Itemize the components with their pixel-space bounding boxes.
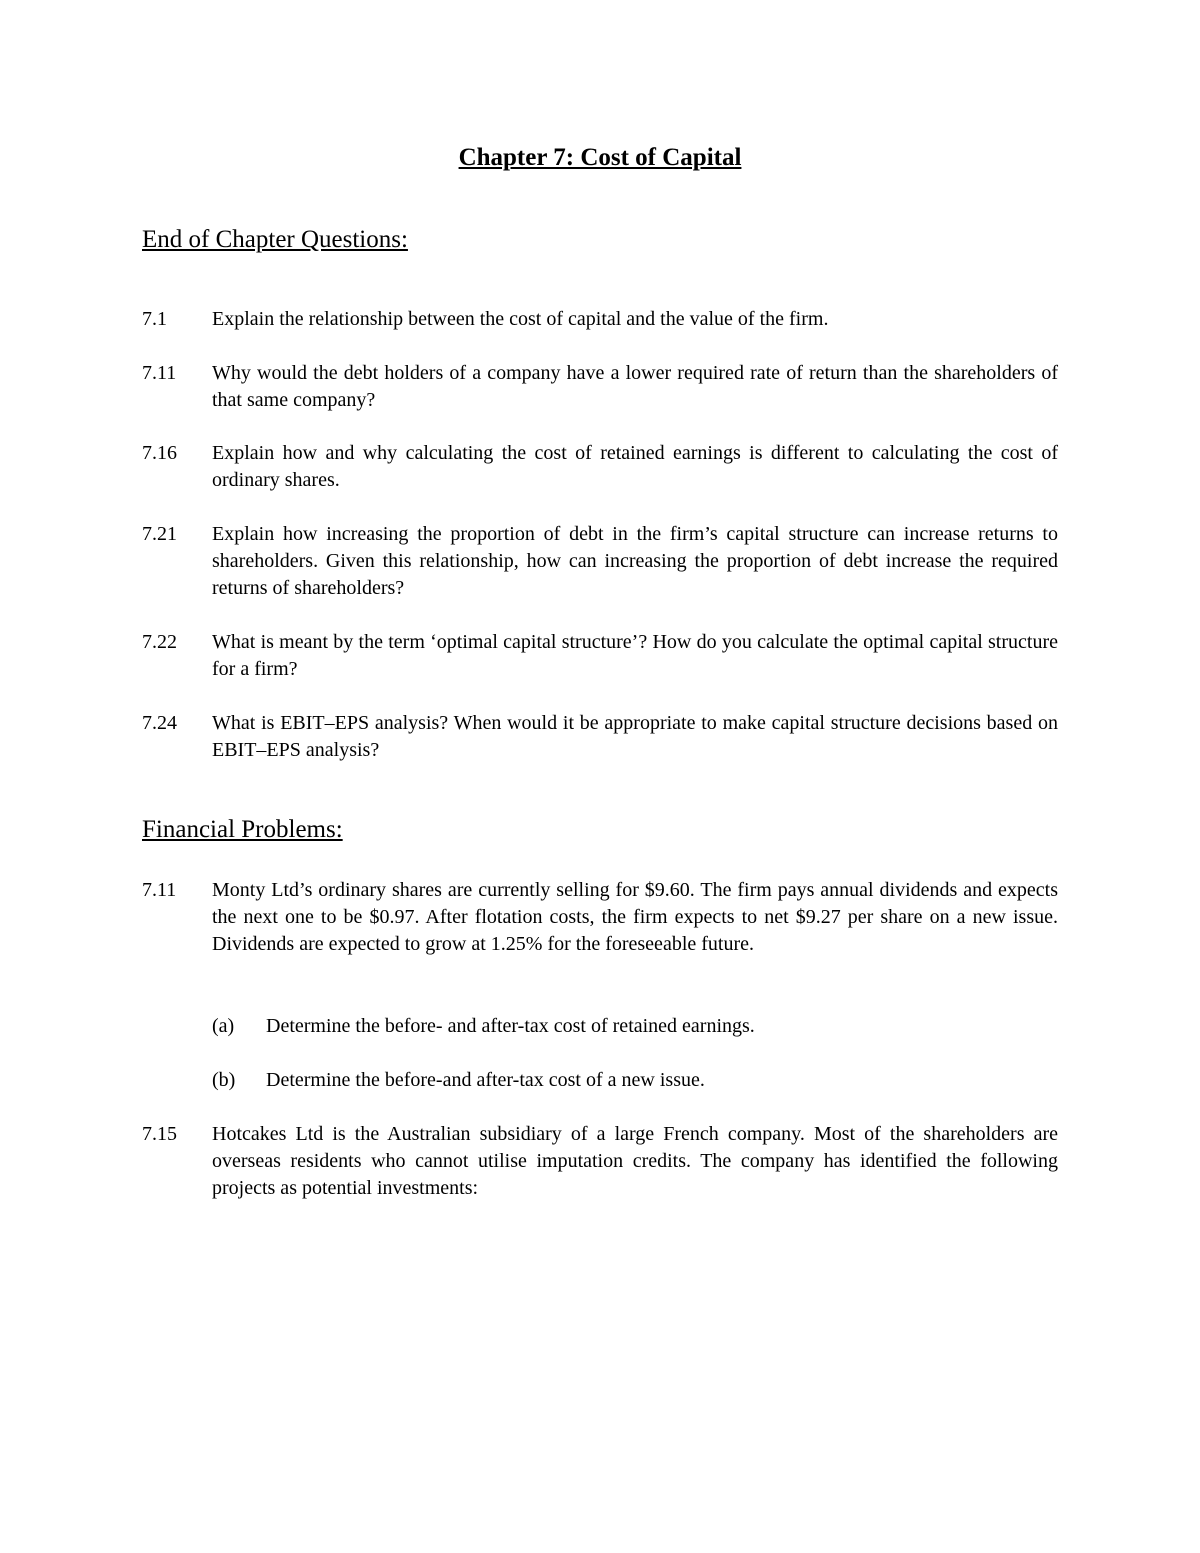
chapter-title-text: Chapter 7: Cost of Capital: [458, 144, 742, 171]
question-item: [142, 440, 1058, 494]
question-number: 7.21: [142, 523, 177, 545]
problem-item: [142, 877, 1058, 958]
question-number: 7.24: [142, 712, 177, 734]
question-text: What is EBIT–EPS analysis? When would it be appropriate to make capital structure decisions based on EBIT–EPS analysis?: [212, 712, 1058, 761]
question-text: What is meant by the term ‘optimal capital structure’? How do you calculate the optimal capital structure for a firm?: [212, 631, 1058, 680]
end-of-chapter-heading: End of Chapter Questions:: [142, 226, 408, 253]
question-item: [142, 360, 1058, 414]
question-number: 7.1: [142, 308, 167, 330]
question-number: 7.22: [142, 631, 177, 653]
problem-item: [142, 1121, 1058, 1202]
part-label: (b): [212, 1069, 236, 1091]
chapter-title: [0, 142, 1200, 174]
question-text: Explain how increasing the proportion of debt in the firm’s capital structure can increase returns to shareholders. Given this relationship, how can increasing the proportion of debt increase the required returns of shareholders?: [212, 523, 1058, 599]
question-text: Explain how and why calculating the cost of retained earnings is different to calculating the cost of ordinary shares.: [212, 442, 1058, 491]
question-text: Why would the debt holders of a company have a lower required rate of return than the shareholders of that same company?: [212, 362, 1058, 411]
question-text: Explain the relationship between the cost of capital and the value of the firm.: [212, 308, 829, 330]
problem-text: Hotcakes Ltd is the Australian subsidiary of a large French company. Most of the shareholders are overseas residents who cannot utilise imputation credits. The company has identified the following projects as potential investments:: [212, 1123, 1058, 1199]
question-item: [142, 710, 1058, 764]
part-label: (a): [212, 1015, 235, 1037]
part-text: Determine the before- and after-tax cost of retained earnings.: [266, 1015, 755, 1037]
problem-part: [212, 1013, 1058, 1040]
problem-part: [212, 1067, 1058, 1094]
question-item: [142, 521, 1058, 602]
question-item: [142, 629, 1058, 683]
problem-text: Monty Ltd’s ordinary shares are currently selling for $9.60. The firm pays annual dividends and expects the next one to be $0.97. After flotation costs, the firm expects to net $9.27 per share on a new issue. Dividends are expected to grow at 1.25% for the foreseeable future.: [212, 879, 1058, 955]
problem-number: 7.11: [142, 879, 177, 901]
question-number: 7.16: [142, 442, 177, 464]
question-item: [142, 306, 1058, 333]
financial-problems-heading: Financial Problems:: [142, 816, 343, 843]
problem-number: 7.15: [142, 1123, 177, 1145]
part-text: Determine the before-and after-tax cost of a new issue.: [266, 1069, 705, 1091]
question-number: 7.11: [142, 362, 177, 384]
